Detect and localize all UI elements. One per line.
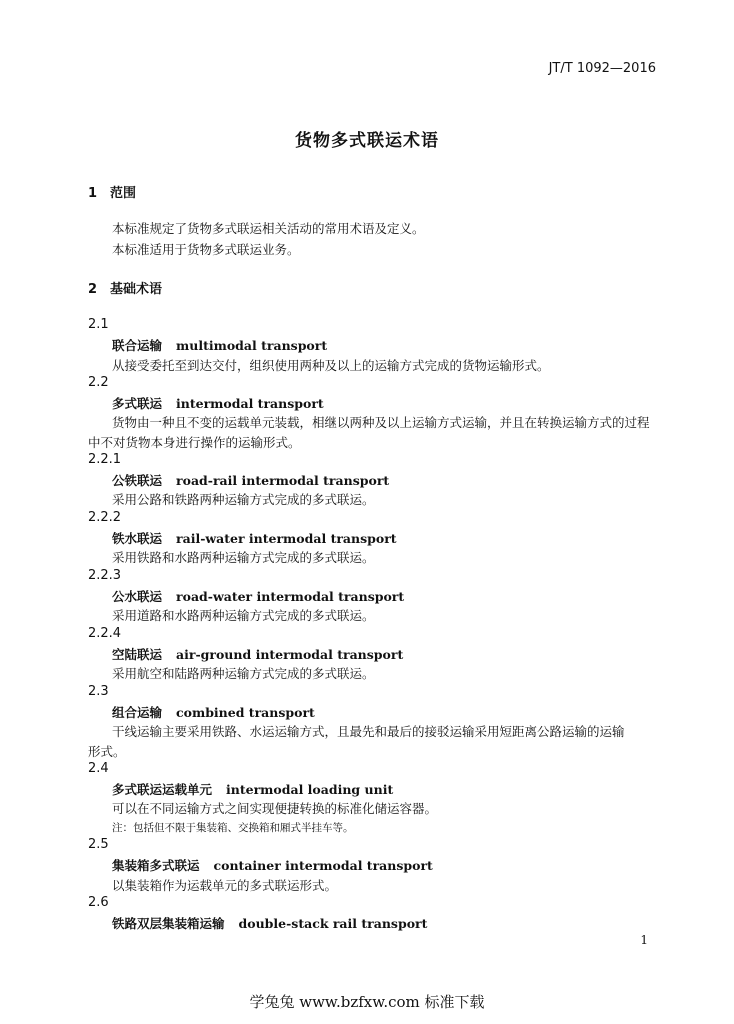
term-zh: 多式联运 xyxy=(112,396,163,411)
term-zh: 多式联运运载单元 xyxy=(112,782,213,797)
term-note: 注：包括但不限于集装箱、交换箱和厢式半挂车等。 xyxy=(112,822,354,834)
term-heading xyxy=(112,856,433,874)
section-1-title: 范围 xyxy=(110,186,137,201)
term-en: intermodal loading unit xyxy=(226,782,394,797)
term-en: multimodal transport xyxy=(176,338,328,353)
term-heading xyxy=(112,529,397,547)
term-zh: 组合运输 xyxy=(112,705,163,720)
term-en: intermodal transport xyxy=(176,396,324,411)
section-2-heading xyxy=(88,278,162,297)
section-2-number: 2 xyxy=(88,282,98,297)
term-zh: 集装箱多式联运 xyxy=(112,858,200,873)
term-en: combined transport xyxy=(176,705,315,720)
section-1-number: 1 xyxy=(88,186,98,201)
term-zh: 公水联运 xyxy=(112,589,163,604)
document-title: 货物多式联运术语 xyxy=(295,131,439,151)
term-number: 2.2 xyxy=(88,375,109,390)
term-number: 2.6 xyxy=(88,895,109,910)
term-definition: 采用航空和陆路两种运输方式完成的多式联运。 xyxy=(112,666,375,681)
term-zh: 空陆联运 xyxy=(112,647,163,662)
term-heading xyxy=(112,587,404,605)
term-en: container intermodal transport xyxy=(213,858,433,873)
term-heading xyxy=(112,336,327,354)
term-definition: 采用公路和铁路两种运输方式完成的多式联运。 xyxy=(112,492,375,507)
standard-code: JT/T 1092—2016 xyxy=(548,61,656,76)
term-definition-cont: 形式。 xyxy=(88,744,126,759)
term-definition: 从接受委托至到达交付，组织使用两种及以上的运输方式完成的货物运输形式。 xyxy=(112,358,550,373)
term-zh: 铁水联运 xyxy=(112,531,163,546)
term-number: 2.2.3 xyxy=(88,568,122,583)
term-definition-cont: 中不对货物本身进行操作的运输形式。 xyxy=(88,435,301,450)
term-en: road-rail intermodal transport xyxy=(176,473,390,488)
term-number: 2.3 xyxy=(88,684,109,699)
term-definition: 以集装箱作为运载单元的多式联运形式。 xyxy=(112,878,338,893)
term-en: road-water intermodal transport xyxy=(176,589,405,604)
paragraph: 本标准规定了货物多式联运相关活动的常用术语及定义。 xyxy=(112,221,425,236)
term-number: 2.1 xyxy=(88,317,109,332)
term-heading xyxy=(112,471,389,489)
term-number: 2.2.4 xyxy=(88,626,122,641)
term-heading xyxy=(112,394,324,412)
term-definition: 干线运输主要采用铁路、水运运输方式，且最先和最后的接驳运输采用短距离公路运输的运输 xyxy=(112,724,625,739)
term-definition: 采用铁路和水路两种运输方式完成的多式联运。 xyxy=(112,550,375,565)
term-en: air-ground intermodal transport xyxy=(176,647,404,662)
page-number: 1 xyxy=(640,933,648,947)
term-number: 2.2.1 xyxy=(88,452,122,467)
term-number: 2.4 xyxy=(88,761,109,776)
term-zh: 联合运输 xyxy=(112,338,163,353)
term-heading xyxy=(112,914,427,932)
term-heading xyxy=(112,645,403,663)
term-en: rail-water intermodal transport xyxy=(176,531,397,546)
term-number: 2.2.2 xyxy=(88,510,122,525)
term-zh: 铁路双层集装箱运输 xyxy=(112,916,225,931)
term-definition: 可以在不同运输方式之间实现便捷转换的标准化储运容器。 xyxy=(112,801,438,816)
term-definition: 采用道路和水路两种运输方式完成的多式联运。 xyxy=(112,608,375,623)
footer-watermark-text: 学兔兔 www.bzfxw.com 标准下载 xyxy=(249,993,485,1011)
term-en: double-stack rail transport xyxy=(238,916,428,931)
term-heading xyxy=(112,780,393,798)
term-number: 2.5 xyxy=(88,837,109,852)
section-2-title: 基础术语 xyxy=(110,282,163,297)
term-zh: 公铁联运 xyxy=(112,473,163,488)
section-1-heading xyxy=(88,182,136,201)
term-heading xyxy=(112,703,315,721)
paragraph: 本标准适用于货物多式联运业务。 xyxy=(112,242,300,257)
term-definition: 货物由一种且不变的运载单元装载，相继以两种及以上运输方式运输，并且在转换运输方式的过程 xyxy=(112,415,650,430)
